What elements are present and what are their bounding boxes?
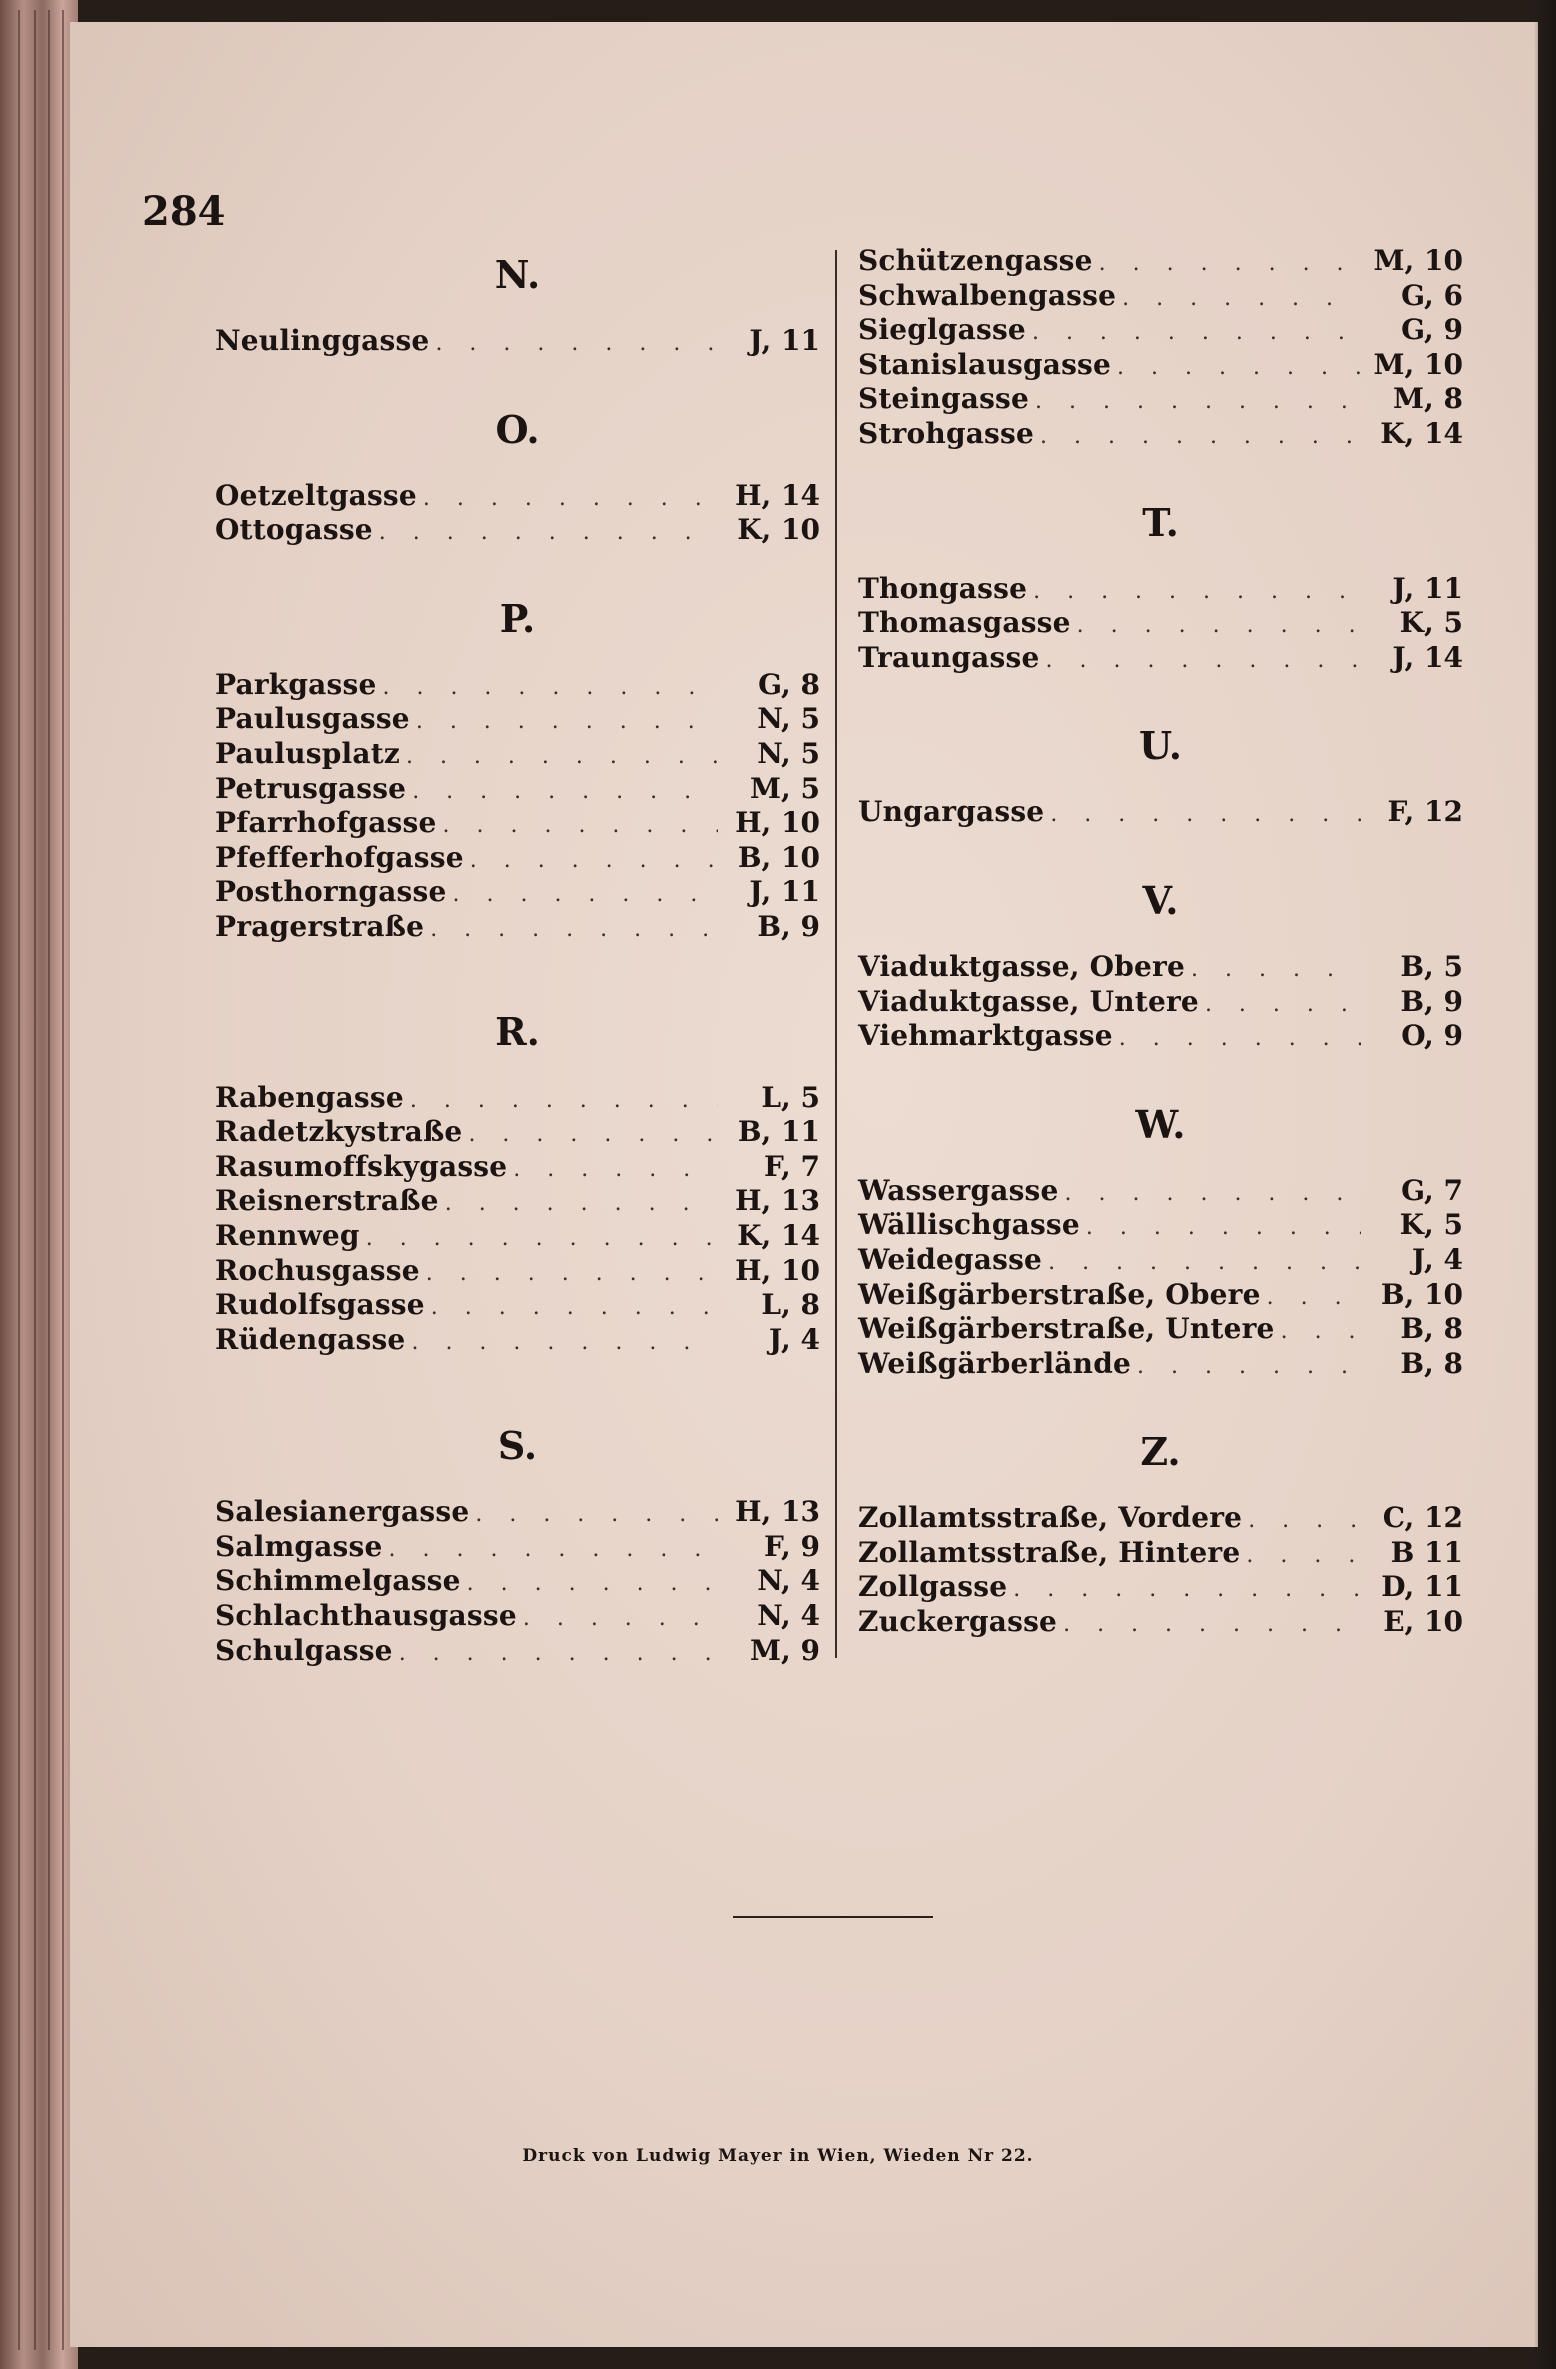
index-entry xyxy=(215,1530,820,1565)
grid-reference: B, 8 xyxy=(1400,1312,1463,1346)
leader-dots xyxy=(1246,1539,1361,1574)
leader-dots xyxy=(445,1187,718,1222)
leader-dots xyxy=(1045,644,1361,679)
grid-reference: N, 4 xyxy=(757,1599,820,1633)
column-divider xyxy=(835,250,837,1658)
street-name: Parkgasse xyxy=(215,667,377,701)
index-entry xyxy=(858,417,1463,452)
index-entry xyxy=(215,1219,820,1254)
index-entry xyxy=(215,479,820,514)
grid-reference: L, 5 xyxy=(761,1080,820,1114)
index-entry xyxy=(215,1323,820,1358)
grid-reference: G, 6 xyxy=(1401,278,1463,312)
street-name: Reisnerstraße xyxy=(215,1184,439,1218)
index-entry xyxy=(858,1605,1463,1640)
grid-reference: J, 11 xyxy=(1392,571,1463,605)
index-entry xyxy=(858,348,1463,383)
leader-dots xyxy=(1122,282,1361,317)
index-entry xyxy=(858,641,1463,676)
index-entry xyxy=(215,875,820,910)
leader-dots xyxy=(1063,1608,1361,1643)
leader-dots xyxy=(1191,953,1361,988)
grid-reference: M, 8 xyxy=(1393,382,1463,416)
leader-dots xyxy=(1040,420,1361,455)
grid-reference: F, 12 xyxy=(1387,795,1463,829)
grid-reference: M, 10 xyxy=(1373,244,1463,277)
section-letter: Z. xyxy=(1140,1429,1181,1475)
street-name: Salmgasse xyxy=(215,1529,383,1563)
index-entry xyxy=(858,1208,1463,1243)
leader-dots xyxy=(1119,1022,1361,1057)
street-name: Rochusgasse xyxy=(215,1253,420,1287)
street-name: Paulusplatz xyxy=(215,736,400,770)
leader-dots xyxy=(411,1326,718,1361)
leader-dots xyxy=(1267,1281,1361,1316)
street-name: Oetzeltgasse xyxy=(215,478,417,512)
leader-dots xyxy=(1077,609,1361,644)
street-name: Thomasgasse xyxy=(858,606,1071,640)
street-name: Schützengasse xyxy=(858,244,1093,277)
grid-reference: K, 14 xyxy=(737,1218,820,1252)
street-name: Schulgasse xyxy=(215,1633,393,1667)
index-column-left xyxy=(215,248,820,1668)
section-letter: O. xyxy=(495,406,540,452)
street-name: Steingasse xyxy=(858,382,1030,416)
street-name: Pragerstraße xyxy=(215,909,425,943)
page-number: 284 xyxy=(142,188,226,235)
index-entry xyxy=(215,772,820,807)
index-entry xyxy=(858,606,1463,641)
street-name: Ottogasse xyxy=(215,513,373,547)
street-name: Wassergasse xyxy=(858,1173,1059,1207)
street-name: Posthorngasse xyxy=(215,875,447,909)
grid-reference: H, 14 xyxy=(735,478,820,512)
leader-dots xyxy=(426,1257,718,1292)
index-section xyxy=(858,1098,1463,1382)
leader-dots xyxy=(406,740,718,775)
closing-rule xyxy=(733,1916,933,1918)
grid-reference: K, 5 xyxy=(1399,1208,1463,1242)
leader-dots xyxy=(1050,798,1361,833)
leader-dots xyxy=(431,1291,718,1326)
street-name: Viaduktgasse, Obere xyxy=(858,949,1185,983)
leader-dots xyxy=(423,482,718,517)
page-edge-line xyxy=(18,10,20,2350)
street-name: Pfefferhofgasse xyxy=(215,840,464,874)
section-letter: N. xyxy=(494,252,541,297)
leader-dots xyxy=(399,1637,718,1672)
leader-dots xyxy=(443,809,719,844)
index-section xyxy=(858,874,1463,1054)
street-name: Sieglgasse xyxy=(858,313,1026,347)
street-name: Viaduktgasse, Untere xyxy=(858,984,1199,1018)
index-section xyxy=(858,1425,1463,1639)
street-name: Weidegasse xyxy=(858,1242,1043,1276)
leader-dots xyxy=(452,878,718,913)
leader-dots xyxy=(430,913,718,948)
index-entry xyxy=(215,513,820,548)
section-letter: P. xyxy=(499,595,536,641)
index-column-right xyxy=(858,244,1463,1640)
leader-dots xyxy=(1205,988,1361,1023)
leader-dots xyxy=(389,1533,719,1568)
leader-dots xyxy=(366,1222,718,1257)
grid-reference: N, 5 xyxy=(757,736,820,770)
street-name: Thongasse xyxy=(858,571,1028,605)
leader-dots xyxy=(1248,1504,1361,1539)
grid-reference: D, 11 xyxy=(1381,1570,1463,1604)
grid-reference: O, 9 xyxy=(1401,1019,1463,1053)
index-entry xyxy=(858,313,1463,348)
page-edge-line xyxy=(62,10,64,2350)
section-letter: U. xyxy=(1139,723,1182,769)
street-name: Zollgasse xyxy=(858,1570,1008,1604)
street-name: Weißgärberstraße, Obere xyxy=(858,1277,1261,1311)
index-entry xyxy=(215,910,820,945)
leader-dots xyxy=(1048,1246,1361,1281)
index-section xyxy=(215,1419,820,1668)
index-entry xyxy=(215,1495,820,1530)
street-name: Wällischgasse xyxy=(858,1208,1080,1242)
binding-shadow xyxy=(1534,0,1556,2369)
grid-reference: H, 13 xyxy=(735,1184,820,1218)
index-entry xyxy=(215,1150,820,1185)
grid-reference: H, 10 xyxy=(735,806,820,840)
grid-reference: J, 11 xyxy=(749,875,820,909)
index-entry xyxy=(858,1174,1463,1209)
section-letter: W. xyxy=(1135,1101,1186,1147)
leader-dots xyxy=(523,1602,718,1637)
leader-dots xyxy=(1065,1177,1361,1212)
index-entry xyxy=(215,1184,820,1219)
street-name: Schlachthausgasse xyxy=(215,1599,517,1633)
street-name: Viehmarktgasse xyxy=(858,1019,1113,1053)
grid-reference: J, 11 xyxy=(749,324,820,357)
grid-reference: G, 9 xyxy=(1401,313,1463,347)
grid-reference: B, 9 xyxy=(757,909,820,943)
grid-reference: H, 13 xyxy=(735,1495,820,1529)
leader-dots xyxy=(412,775,718,810)
leader-dots xyxy=(467,1567,718,1602)
street-name: Rennweg xyxy=(215,1218,360,1252)
grid-reference: B, 10 xyxy=(1380,1277,1463,1311)
printer-imprint: Druck von Ludwig Mayer in Wien, Wieden Nr 22. xyxy=(522,2146,1034,2166)
leader-dots xyxy=(1117,351,1361,386)
street-name: Rudolfsgasse xyxy=(215,1288,425,1322)
grid-reference: H, 10 xyxy=(735,1253,820,1287)
leader-dots xyxy=(1099,247,1361,282)
leader-dots xyxy=(1013,1573,1361,1608)
index-entry xyxy=(858,1570,1463,1605)
grid-reference: B 11 xyxy=(1390,1535,1463,1569)
page-edge-line xyxy=(48,10,50,2350)
section-letter: R. xyxy=(495,1008,540,1054)
street-name: Radetzkystraße xyxy=(215,1115,463,1149)
index-entry xyxy=(215,324,820,359)
index-entry xyxy=(858,1312,1463,1347)
grid-reference: N, 4 xyxy=(757,1564,820,1598)
index-entry xyxy=(858,985,1463,1020)
street-name: Ungargasse xyxy=(858,795,1045,829)
leader-dots xyxy=(1035,385,1361,420)
index-section xyxy=(858,496,1463,676)
index-entry xyxy=(858,950,1463,985)
street-name: Zollamtsstraße, Hintere xyxy=(858,1535,1241,1569)
street-name: Zuckergasse xyxy=(858,1605,1058,1639)
grid-reference: G, 8 xyxy=(758,667,820,701)
index-entry xyxy=(858,1501,1463,1536)
street-name: Weißgärberlände xyxy=(858,1346,1132,1380)
index-entry xyxy=(215,1081,820,1116)
street-name: Schimmelgasse xyxy=(215,1564,461,1598)
grid-reference: L, 8 xyxy=(761,1288,820,1322)
street-name: Rüdengasse xyxy=(215,1322,406,1356)
index-entry xyxy=(215,841,820,876)
grid-reference: B, 9 xyxy=(1400,984,1463,1018)
index-section xyxy=(858,719,1463,830)
index-entry xyxy=(858,382,1463,417)
grid-reference: N, 5 xyxy=(757,702,820,736)
section-letter: S. xyxy=(497,1423,538,1469)
grid-reference: B, 8 xyxy=(1400,1346,1463,1380)
street-name: Weißgärberstraße, Untere xyxy=(858,1312,1275,1346)
street-name: Petrusgasse xyxy=(215,771,407,805)
index-section xyxy=(215,248,820,359)
index-entry xyxy=(215,806,820,841)
index-entry xyxy=(215,737,820,772)
grid-reference: C, 12 xyxy=(1382,1501,1463,1535)
street-name: Pfarrhofgasse xyxy=(215,806,437,840)
grid-reference: K, 14 xyxy=(1380,416,1463,450)
index-section xyxy=(215,592,820,945)
leader-dots xyxy=(435,327,718,362)
street-name: Traungasse xyxy=(858,640,1040,674)
street-name: Paulusgasse xyxy=(215,702,410,736)
index-entry xyxy=(215,1634,820,1669)
grid-reference: B, 5 xyxy=(1400,949,1463,983)
street-name: Zollamtsstraße, Vordere xyxy=(858,1501,1243,1535)
section-letter: V. xyxy=(1142,877,1179,923)
index-entry xyxy=(215,1564,820,1599)
index-entry xyxy=(858,1278,1463,1313)
grid-reference: G, 7 xyxy=(1401,1173,1463,1207)
leader-dots xyxy=(379,516,718,551)
index-entry xyxy=(858,1019,1463,1054)
page-edge-line xyxy=(34,10,36,2350)
index-entry xyxy=(858,1536,1463,1571)
leader-dots xyxy=(470,844,718,879)
street-name: Strohgasse xyxy=(858,416,1035,450)
grid-reference: M, 5 xyxy=(750,771,820,805)
leader-dots xyxy=(513,1153,718,1188)
leader-dots xyxy=(1032,316,1361,351)
leader-dots xyxy=(416,705,718,740)
leader-dots xyxy=(382,671,718,706)
index-section xyxy=(858,244,1463,452)
index-entry xyxy=(858,795,1463,830)
section-letter: T. xyxy=(1142,499,1179,545)
leader-dots xyxy=(468,1118,718,1153)
street-name: Rasumoffskygasse xyxy=(215,1149,508,1183)
leader-dots xyxy=(1086,1211,1361,1246)
street-name: Neulinggasse xyxy=(215,324,430,357)
index-entry xyxy=(858,1347,1463,1382)
leader-dots xyxy=(475,1498,718,1533)
street-name: Rabengasse xyxy=(215,1080,404,1114)
grid-reference: M, 10 xyxy=(1373,347,1463,381)
book-page-edges xyxy=(0,0,78,2369)
index-section xyxy=(215,1005,820,1358)
grid-reference: B, 10 xyxy=(737,840,820,874)
index-entry xyxy=(215,1254,820,1289)
street-name: Schwalbengasse xyxy=(858,278,1117,312)
leader-dots xyxy=(410,1084,718,1119)
index-entry xyxy=(215,1288,820,1323)
index-entry xyxy=(215,1115,820,1150)
grid-reference: F, 9 xyxy=(763,1529,820,1563)
index-entry xyxy=(215,702,820,737)
grid-reference: M, 9 xyxy=(750,1633,820,1667)
index-entry xyxy=(215,1599,820,1634)
grid-reference: J, 4 xyxy=(1411,1242,1463,1276)
index-entry xyxy=(858,572,1463,607)
grid-reference: K, 5 xyxy=(1399,606,1463,640)
leader-dots xyxy=(1137,1350,1361,1385)
street-name: Stanislausgasse xyxy=(858,347,1112,381)
street-name: Salesianergasse xyxy=(215,1495,470,1529)
grid-reference: J, 4 xyxy=(768,1322,820,1356)
index-entry xyxy=(215,668,820,703)
grid-reference: K, 10 xyxy=(737,513,820,547)
grid-reference: J, 14 xyxy=(1392,640,1463,674)
grid-reference: B, 11 xyxy=(737,1115,820,1149)
index-entry xyxy=(858,279,1463,314)
grid-reference: F, 7 xyxy=(763,1149,820,1183)
index-section xyxy=(215,403,820,548)
leader-dots xyxy=(1281,1315,1361,1350)
grid-reference: E, 10 xyxy=(1383,1605,1463,1639)
index-entry xyxy=(858,244,1463,279)
leader-dots xyxy=(1033,575,1361,610)
index-entry xyxy=(858,1243,1463,1278)
